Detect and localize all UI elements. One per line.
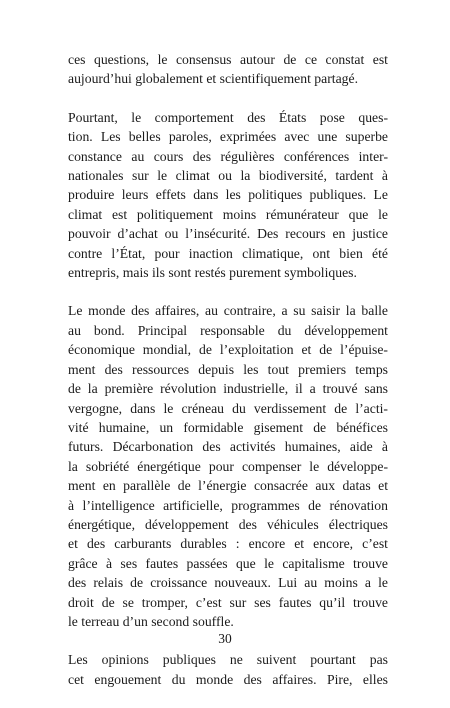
text-line: la sobriété énergétique pour compenser le développe- — [68, 458, 388, 474]
text-line: constance au cours des régulières conférences inter- — [68, 148, 388, 164]
text-line: Le monde des affaires, au contraire, a su saisir la balle — [68, 303, 388, 319]
paragraph — [68, 50, 388, 89]
text-line: le terreau d’un second souffle. — [68, 613, 234, 629]
body-text — [68, 50, 388, 708]
text-line: contre l’État, pour inaction climatique, ont bien été — [68, 245, 388, 261]
text-line: aujourd’hui globalement et scientifiquement partagé. — [68, 71, 358, 87]
text-line: climat est politiquement moins rémunérateur que le — [68, 206, 388, 222]
text-line: Les opinions publiques ne suivent pourtant pas — [68, 652, 388, 668]
paragraph — [68, 301, 388, 631]
paragraph — [68, 650, 388, 689]
text-line: ment en parallèle de l’énergie consacrée aux datas et — [68, 478, 388, 494]
text-line: nationales sur le climat ou la biodiversité, tardent à — [68, 168, 388, 184]
text-line: et des carburants durables : encore et encore, c’est — [68, 536, 388, 552]
text-line: énergétique, développement des véhicules électriques — [68, 516, 388, 532]
text-line: grâce à ses fautes passées que le capitalisme trouve — [68, 555, 388, 571]
text-line: Pourtant, le comportement des États pose ques- — [68, 109, 388, 125]
text-line: vité humaine, un formidable gisement de bénéfices — [68, 419, 388, 435]
text-line: de la première révolution industrielle, il a trouvé sans — [68, 381, 388, 397]
text-line: ces questions, le consensus autour de ce constat est — [68, 52, 388, 67]
text-line: économique mondial, de l’exploitation et de l’épuise- — [68, 342, 388, 358]
text-line: ment des ressources depuis les tout premiers temps — [68, 361, 388, 377]
text-line: cet engouement du monde des affaires. Pire, elles — [68, 671, 388, 687]
page-number: 30 — [218, 631, 232, 646]
text-line: vergogne, dans le créneau du verdissement de l’acti- — [68, 400, 388, 416]
paragraph — [68, 108, 388, 283]
text-line: au bond. Principal responsable du développement — [68, 322, 388, 338]
text-line: produire leurs effets dans les politiques publiques. Le — [68, 187, 388, 203]
text-line: pouvoir d’achat ou l’insécurité. Des recours en justice — [68, 226, 388, 242]
text-line: droit de se tromper, c’est sur ses fautes qu’il trouve — [68, 594, 388, 610]
text-line: à l’intelligence artificielle, programmes de rénovation — [68, 497, 388, 513]
text-line: entrepris, mais ils sont restés purement symboliques. — [68, 265, 357, 281]
text-line: des relais de croissance nouveaux. Lui au moins a le — [68, 575, 388, 591]
text-line: tion. Les belles paroles, exprimées avec une superbe — [68, 129, 388, 145]
text-line: futurs. Décarbonation des activités humaines, aide à — [68, 439, 388, 455]
